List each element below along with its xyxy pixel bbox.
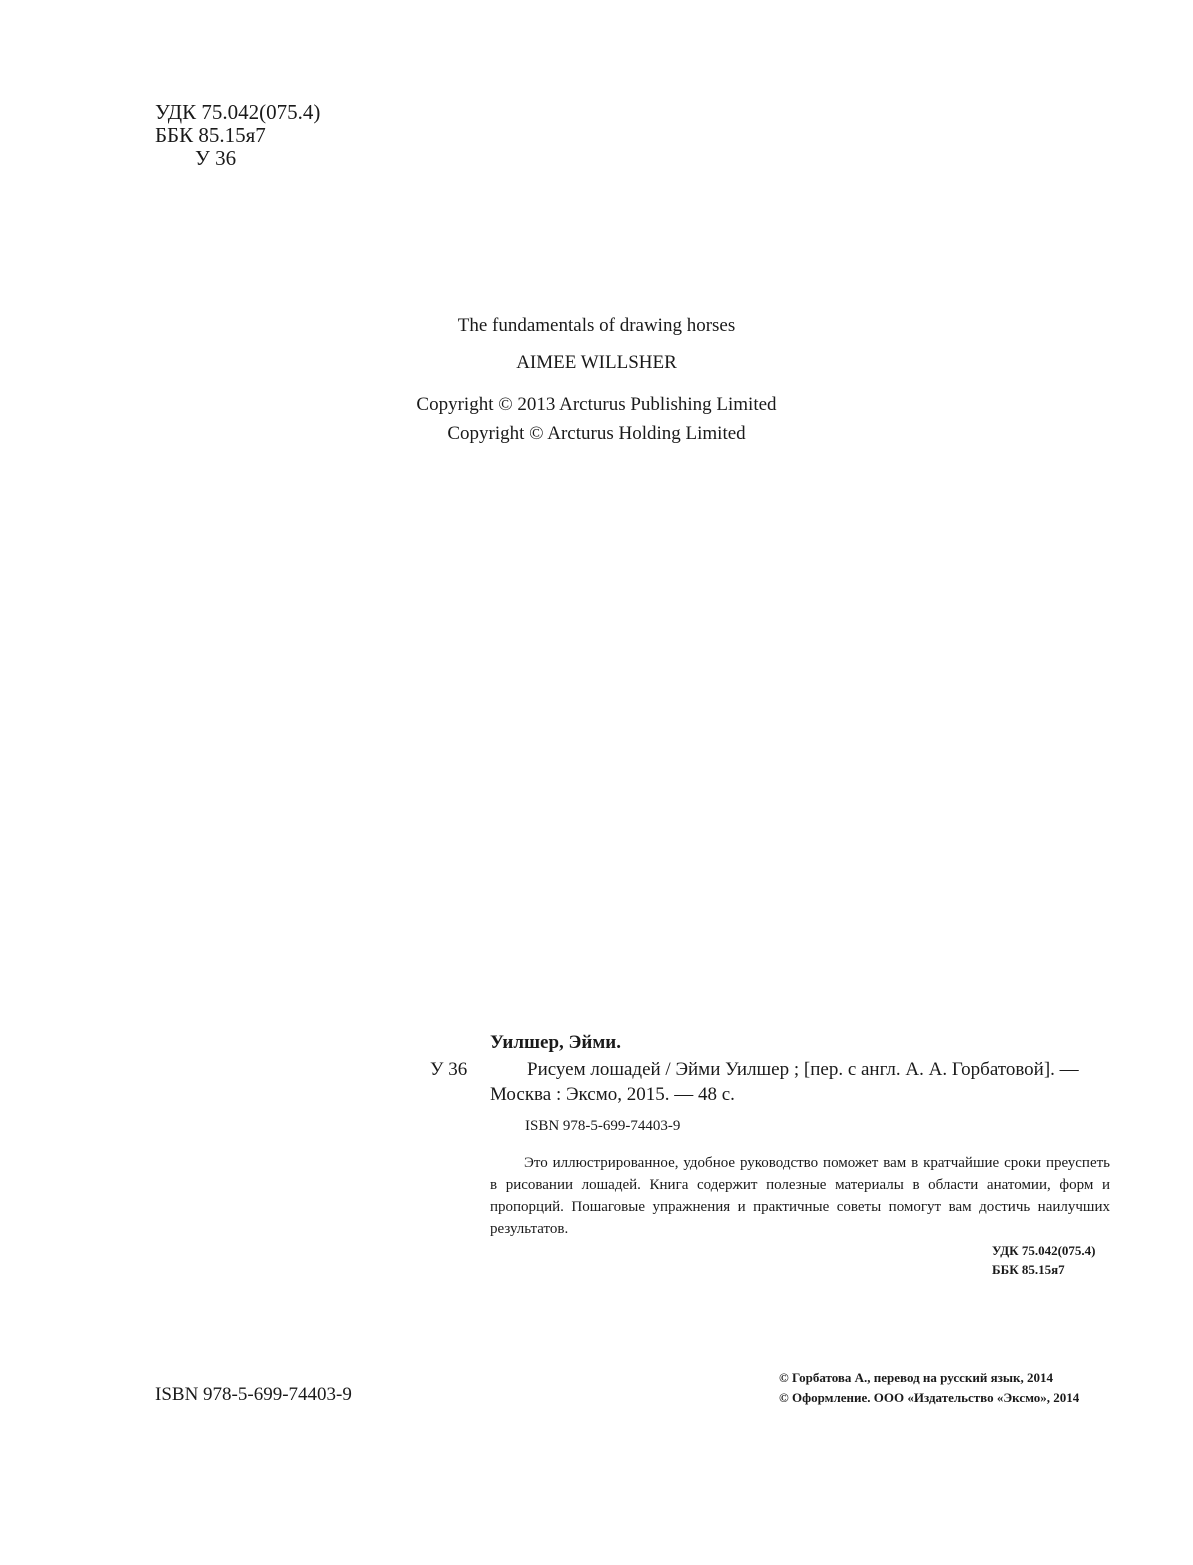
original-title: The fundamentals of drawing horses	[457, 315, 736, 336]
bbk-top: ББК 85.15я7	[155, 123, 266, 147]
catalog-code: У 36	[430, 1059, 468, 1080]
udk-top: УДК 75.042(075.4)	[155, 100, 321, 124]
catalog-isbn: ISBN 978-5-699-74403-9	[525, 1118, 681, 1134]
original-author: AIMEE WILLSHER	[516, 352, 677, 373]
catalog-imprint-line: Москва : Эксмо, 2015. — 48 с.	[490, 1084, 735, 1105]
footer-isbn: ISBN 978-5-699-74403-9	[155, 1384, 352, 1405]
copyright-line-2: Copyright © Arcturus Holding Limited	[447, 423, 746, 444]
catalog-annotation: Это иллюстрированное, удобное руководство поможет вам в кратчайшие сроки преуспеть в рисовании лошадей. Книга содержит полезные материалы в области анатомии, форм и пропорций. Пошаговые упражнения и практичные советы помогут вам достичь наилучших результатов.	[490, 1155, 1110, 1237]
catalog-bbk: ББК 85.15я7	[992, 1262, 1065, 1277]
author-code-top: У 36	[195, 146, 237, 170]
copyright-design: © Оформление. ООО «Издательство «Эксмо», 2014	[779, 1390, 1080, 1405]
catalog-udk: УДК 75.042(075.4)	[992, 1243, 1096, 1258]
copyright-translation: © Горбатова А., перевод на русский язык, 2014	[779, 1370, 1053, 1385]
catalog-title-line: Рисуем лошадей / Эйми Уилшер ; [пер. с англ. А. А. Горбатовой]. —	[527, 1059, 1079, 1080]
catalog-author-heading: Уилшер, Эйми.	[490, 1032, 622, 1053]
copyright-line-1: Copyright © 2013 Arcturus Publishing Limited	[416, 394, 777, 415]
